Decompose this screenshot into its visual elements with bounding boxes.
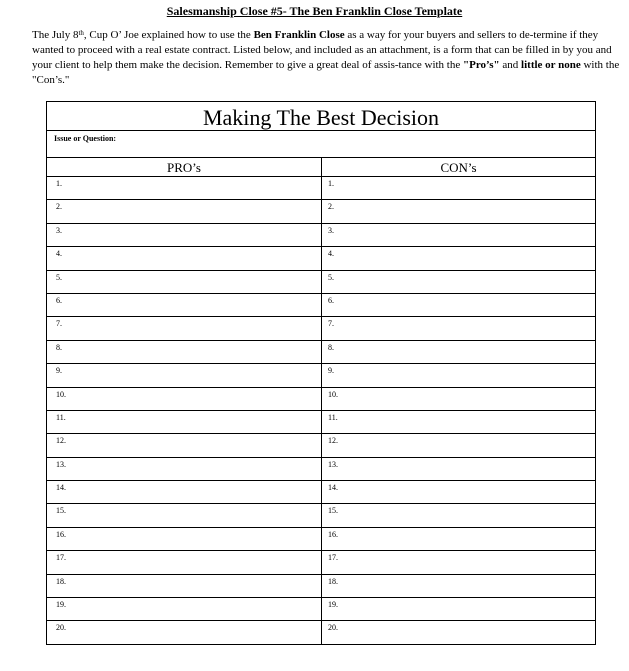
pro-entry-field[interactable] [71, 412, 315, 432]
pro-cell [47, 388, 321, 410]
con-cell [322, 317, 595, 339]
issue-row [47, 131, 595, 158]
pro-entry-field[interactable] [71, 318, 315, 338]
pro-item-number: 1. [56, 179, 62, 188]
pro-item-number: 7. [56, 319, 62, 329]
con-item-number: 13. [328, 459, 338, 469]
con-item-number: 17. [328, 553, 338, 563]
con-entry-field[interactable] [346, 622, 590, 642]
con-cell [322, 551, 595, 573]
pro-entry-field[interactable] [71, 178, 315, 198]
pro-entry-field[interactable] [71, 248, 315, 268]
table-row [47, 363, 595, 386]
con-entry-field[interactable] [346, 389, 590, 409]
con-cell [322, 411, 595, 433]
intro-paragraph [32, 28, 622, 88]
pro-entry-field[interactable] [71, 576, 315, 596]
pro-entry-field[interactable] [71, 622, 315, 642]
con-cell [322, 504, 595, 526]
pro-cell [47, 598, 321, 620]
pro-cell [47, 551, 321, 573]
pro-item-number: 16. [56, 529, 66, 539]
pro-cell [47, 411, 321, 433]
intro-text-1: The July 8 [32, 29, 79, 41]
con-item-number: 14. [328, 483, 338, 493]
table-row [47, 597, 595, 620]
intro-bold-ben-franklin: Ben Franklin Close [253, 29, 345, 41]
table-row [47, 223, 595, 246]
con-cell [322, 364, 595, 386]
con-cell [322, 528, 595, 550]
con-item-number: 20. [328, 623, 338, 633]
pro-item-number: 12. [56, 436, 66, 446]
con-item-number: 19. [328, 600, 338, 610]
pro-cell [47, 621, 321, 643]
pro-cell [47, 247, 321, 269]
table-row [47, 340, 595, 363]
table-row [47, 503, 595, 526]
con-item-number: 2. [328, 202, 334, 212]
con-entry-field[interactable] [346, 529, 590, 549]
pro-cell [47, 481, 321, 503]
pro-item-number: 4. [56, 249, 62, 259]
con-item-number: 8. [328, 342, 334, 352]
pro-item-number: 11. [56, 412, 66, 422]
table-row [47, 246, 595, 269]
pro-item-number: 17. [56, 553, 66, 563]
pro-item-number: 10. [56, 389, 66, 399]
table-row [47, 293, 595, 316]
con-item-number: 15. [328, 506, 338, 516]
con-item-number: 12. [328, 436, 338, 446]
pro-cell [47, 504, 321, 526]
pro-cell [47, 575, 321, 597]
con-entry-field[interactable] [346, 248, 590, 268]
con-item-number: 11. [328, 412, 338, 422]
con-item-number: 7. [328, 319, 334, 329]
con-entry-field[interactable] [346, 201, 590, 221]
pro-cell [47, 364, 321, 386]
table-row [47, 527, 595, 550]
table-row [47, 550, 595, 573]
con-entry-field[interactable] [346, 365, 590, 385]
con-entry-field[interactable] [346, 412, 590, 432]
intro-text-4: and [499, 59, 522, 71]
pro-item-number: 3. [56, 225, 62, 235]
intro-ordinal-suffix: th [78, 29, 84, 37]
pro-entry-field[interactable] [71, 505, 315, 525]
con-entry-field[interactable] [346, 318, 590, 338]
pro-entry-field[interactable] [71, 365, 315, 385]
con-entry-field[interactable] [346, 552, 590, 572]
con-item-number: 10. [328, 389, 338, 399]
intro-text-5: with the "Con’s." [32, 59, 620, 86]
pro-entry-field[interactable] [71, 459, 315, 479]
intro-text-3: as a way for your buyers and sellers to de-termine if they wanted to proceed with a real estate contract. Listed below, and included as an attachment, is a form that can be filled in by you and your client to help them make the decision. Remember to give a great deal of assis-tance with the [32, 29, 612, 71]
con-entry-field[interactable] [346, 599, 590, 619]
pro-item-number: 9. [56, 366, 62, 376]
con-item-number: 4. [328, 249, 334, 259]
pro-cell [47, 341, 321, 363]
con-entry-field[interactable] [346, 576, 590, 596]
con-cell [322, 294, 595, 316]
con-cell [322, 247, 595, 269]
con-cell [322, 481, 595, 503]
pro-entry-field[interactable] [71, 295, 315, 315]
con-entry-field[interactable] [346, 505, 590, 525]
con-cell [322, 621, 595, 643]
table-row [47, 574, 595, 597]
pro-entry-field[interactable] [71, 389, 315, 409]
con-item-number: 5. [328, 272, 334, 282]
pro-entry-field[interactable] [71, 201, 315, 221]
table-row [47, 410, 595, 433]
table-row [47, 199, 595, 222]
con-item-number: 6. [328, 295, 334, 305]
document-title: Salesmanship Close #5- The Ben Franklin Close Template [166, 4, 463, 18]
pro-entry-field[interactable] [71, 482, 315, 502]
con-item-number: 3. [328, 225, 334, 235]
pro-cell [47, 294, 321, 316]
intro-bold-pros: "Pro’s" [463, 59, 500, 71]
table-row [47, 387, 595, 410]
cons-column-header: CON’s [440, 160, 477, 175]
table-row [47, 270, 595, 293]
pro-item-number: 6. [56, 295, 62, 305]
decision-form [46, 101, 596, 645]
pro-entry-field[interactable] [71, 552, 315, 572]
table-row [47, 433, 595, 456]
pro-cell [47, 434, 321, 456]
con-cell [322, 200, 595, 222]
con-item-number: 1. [328, 179, 334, 188]
table-row [47, 620, 595, 643]
con-cell [322, 458, 595, 480]
pro-entry-field[interactable] [71, 272, 315, 292]
pro-entry-field[interactable] [71, 435, 315, 455]
con-item-number: 16. [328, 529, 338, 539]
table-row [47, 457, 595, 480]
issue-label: Issue or Question: [54, 134, 117, 143]
con-entry-field[interactable] [346, 435, 590, 455]
pro-item-number: 14. [56, 483, 66, 493]
intro-text-2: , Cup O’ Joe explained how to use the [83, 29, 254, 41]
con-cell [322, 177, 595, 199]
con-cell [322, 271, 595, 293]
pro-cell [47, 317, 321, 339]
pro-item-number: 18. [56, 576, 66, 586]
pro-item-number: 19. [56, 600, 66, 610]
con-cell [322, 575, 595, 597]
pro-cell [47, 200, 321, 222]
pro-entry-field[interactable] [71, 342, 315, 362]
con-cell [322, 434, 595, 456]
table-row [47, 480, 595, 503]
con-item-number: 9. [328, 366, 334, 376]
con-cell [322, 224, 595, 246]
con-entry-field[interactable] [346, 272, 590, 292]
pro-cell [47, 458, 321, 480]
table-row [47, 176, 595, 199]
con-entry-field[interactable] [346, 459, 590, 479]
pro-item-number: 13. [56, 459, 66, 469]
pro-cell [47, 528, 321, 550]
pro-cell [47, 271, 321, 293]
pro-entry-field[interactable] [71, 225, 315, 245]
pro-cell [47, 224, 321, 246]
pro-item-number: 20. [56, 623, 66, 633]
table-row [47, 316, 595, 339]
con-entry-field[interactable] [346, 178, 590, 198]
con-entry-field[interactable] [346, 482, 590, 502]
pro-cell [47, 177, 321, 199]
entry-rows [47, 176, 595, 644]
con-entry-field[interactable] [346, 342, 590, 362]
con-cell [322, 341, 595, 363]
pro-entry-field[interactable] [71, 529, 315, 549]
pro-item-number: 15. [56, 506, 66, 516]
con-cell [322, 598, 595, 620]
form-title: Making The Best Decision [47, 102, 595, 131]
con-cell [322, 388, 595, 410]
pro-item-number: 2. [56, 202, 62, 212]
pro-item-number: 5. [56, 272, 62, 282]
con-item-number: 18. [328, 576, 338, 586]
pros-column-header: PRO’s [167, 160, 201, 175]
con-entry-field[interactable] [346, 295, 590, 315]
pro-item-number: 8. [56, 342, 62, 352]
intro-bold-little-or-none: little or none [521, 59, 581, 71]
issue-field[interactable] [127, 132, 591, 156]
pro-entry-field[interactable] [71, 599, 315, 619]
con-entry-field[interactable] [346, 225, 590, 245]
